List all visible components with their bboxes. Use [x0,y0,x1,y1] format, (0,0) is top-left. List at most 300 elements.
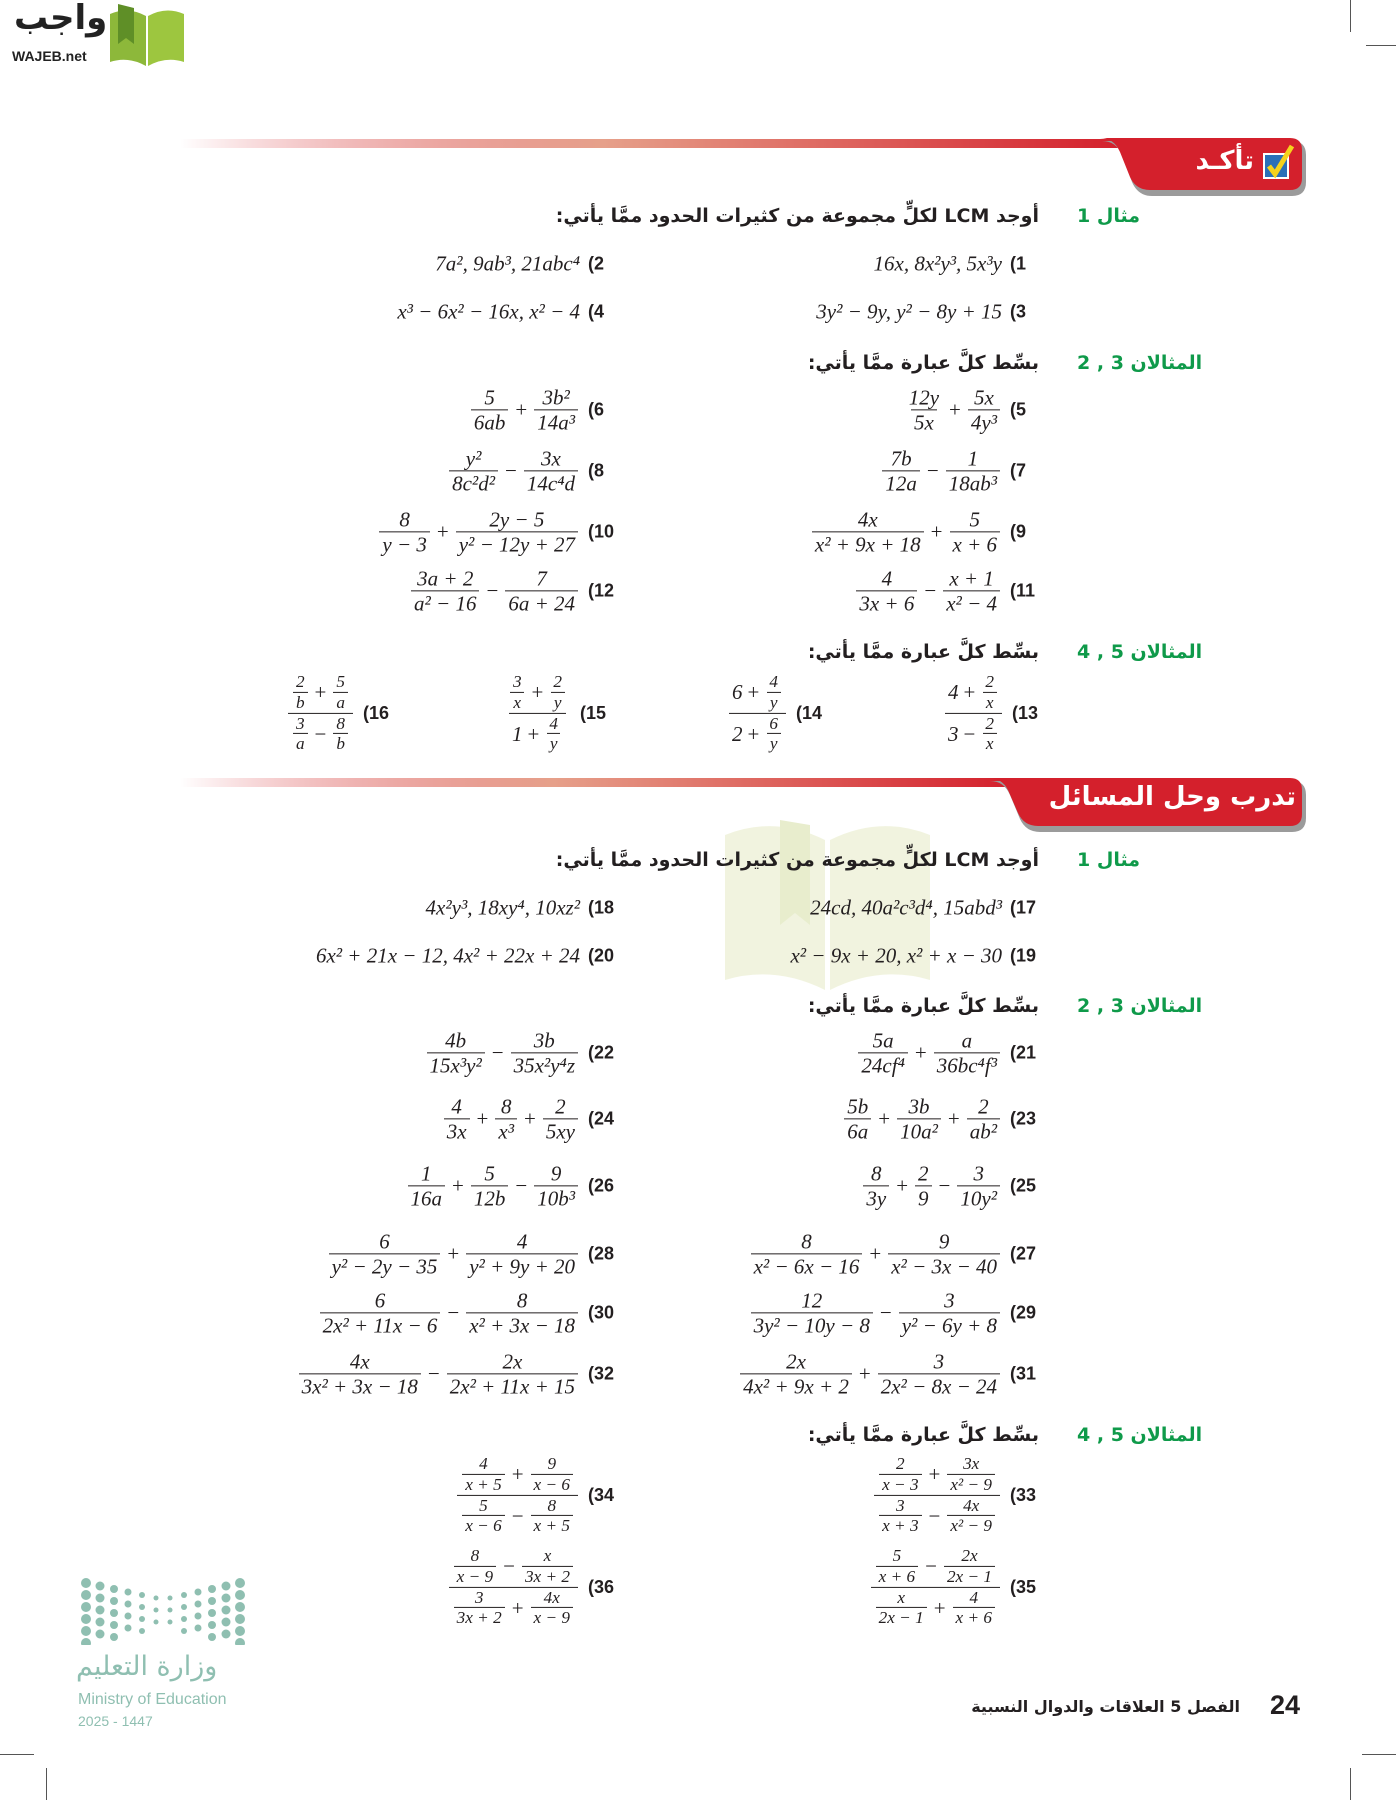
fraction [531,1588,573,1629]
numerator [531,1028,558,1052]
math-term: 4 [451,1094,462,1119]
denominator [551,692,565,713]
math-term: 35x²y⁴z [513,1053,575,1078]
denominator [408,1186,446,1211]
ministry-dot [235,1602,245,1612]
math-term: y² − 6y + 8 [901,1313,997,1338]
ministry-dot [154,1596,159,1601]
problem-2 [435,252,620,277]
math-expression [447,446,580,495]
math-term: 10a² [900,1119,938,1144]
operator: − [314,721,327,746]
ministry-dot [154,1608,159,1613]
denominator [888,1254,1000,1279]
math-term: x + 5 [533,1516,570,1536]
numerator [967,507,984,531]
operator: + [949,397,961,422]
math-term: a² − 16 [414,591,477,616]
operator: + [476,1106,489,1131]
numerator [333,672,348,692]
numerator [729,672,786,713]
problem-number: (35 [1010,1576,1037,1597]
ministry-dot [110,1585,118,1593]
problem-20 [316,944,620,969]
numerator [552,1094,569,1118]
denominator [329,1254,441,1279]
math-term: 4x² + 9x + 2 [743,1374,849,1399]
numerator [871,1546,1000,1587]
problem-22 [425,1028,621,1077]
problem-23 [842,1094,1042,1143]
fraction [945,672,1002,754]
math-term: x² − 9 [950,1474,992,1494]
math-term: x² − 6x − 16 [753,1254,860,1279]
fraction [879,1454,921,1495]
math-term: 5 [969,507,980,532]
denominator [876,1607,927,1628]
math-expression [318,1288,580,1337]
numerator [449,1546,578,1587]
math-expression [738,1349,1002,1398]
problem-number: (25 [1010,1175,1037,1196]
math-term: 2 [732,721,743,746]
math-term: 4x [349,1349,370,1374]
denominator [858,1053,907,1078]
numerator [372,1288,389,1312]
math-term: 3y [866,1186,887,1211]
numerator [946,566,997,590]
practice-banner [0,0,1396,840]
problem-number: (4 [588,301,605,322]
operator: − [879,1300,892,1325]
math-expression [469,385,580,434]
denominator [454,1607,505,1628]
numerator [888,446,915,470]
numerator [476,1454,491,1474]
fraction [982,672,997,713]
problem-number: (34 [588,1484,615,1505]
denominator [871,1587,1000,1629]
fraction [444,1094,470,1143]
ministry-dot [222,1618,231,1627]
denominator [505,591,578,616]
numerator [960,1496,982,1516]
numerator [544,1496,559,1516]
operator: − [515,1173,528,1198]
ministry-dot [81,1638,91,1645]
math-term: y² − 2y − 35 [331,1254,438,1279]
problem-number: (32 [588,1363,615,1384]
numerator [418,1161,435,1185]
math-term: 3 [944,1288,955,1313]
fraction [876,1546,918,1587]
ministry-dot [139,1592,145,1598]
problem-number: (3 [1010,301,1027,322]
numerator [457,1454,578,1495]
numerator [499,1349,525,1373]
math-term: x² − 4 [946,591,997,616]
math-expression [435,252,580,277]
ministry-dot [195,1589,202,1596]
math-term: 5a [872,1028,894,1053]
problem-10 [377,507,620,556]
numerator [766,672,781,692]
fraction [471,385,509,434]
math-term: 3 [973,1161,984,1186]
instruction-text: أوجد LCM لكلٍّ مجموعة من كثيرات الحدود ممَّا يأتي: [555,205,1039,227]
numerator [293,672,308,692]
math-term: 3 [896,1495,905,1515]
denominator [812,532,924,557]
math-term: 2x − 1 [946,1566,992,1586]
ministry-dot [222,1582,231,1591]
denominator [968,410,1000,435]
operator: − [925,1554,937,1579]
numerator [970,1161,987,1185]
denominator [466,1313,578,1338]
fraction [456,507,578,556]
math-term: y [553,692,562,712]
math-term: 14a³ [537,410,575,435]
problem-number: (24 [588,1108,615,1129]
crop-mark [1350,1768,1351,1800]
denominator [333,733,348,754]
denominator [462,1474,504,1495]
denominator [293,733,308,754]
problem-number: (8 [588,460,605,481]
math-term: y [769,734,778,754]
math-term: x [897,1587,905,1607]
math-term: 3x + 2 [456,1608,502,1628]
math-term: 8 [516,1288,528,1313]
ministry-dot [110,1621,118,1629]
math-term: 4 [769,671,778,691]
math-expression [426,896,580,921]
numerator [893,1496,908,1516]
math-term: 2x [502,1349,523,1374]
problem-number: (7 [1010,460,1027,481]
math-term: 8 [470,1545,480,1565]
math-term: 4x [963,1495,980,1515]
fraction [505,672,570,754]
denominator [983,692,997,713]
math-term: 9 [938,1229,950,1254]
fraction [876,1588,927,1629]
math-term: 18ab³ [948,471,997,496]
numerator [844,1094,871,1118]
fraction [878,1349,1000,1398]
fraction [522,1546,573,1587]
operator: + [869,1241,882,1266]
ministry-dot [208,1621,216,1629]
math-term: 4 [479,1453,488,1473]
math-term: x [985,692,994,712]
denominator [876,1566,918,1587]
math-term: 10y² [960,1186,997,1211]
problem-31 [738,1349,1042,1398]
numerator [498,1094,515,1118]
operator: + [963,680,976,705]
problem-number: (26 [588,1175,615,1196]
math-term: 9 [547,1453,557,1473]
math-term: x² − 3x − 40 [891,1254,997,1279]
numerator [414,566,476,590]
math-term: 4 [948,680,959,705]
denominator [427,1053,485,1078]
math-term: 5x [913,410,934,435]
problem-6 [469,385,620,434]
math-term: 4 [549,713,558,733]
denominator [462,1515,504,1536]
problem-34 [455,1454,620,1536]
fraction [906,385,942,434]
numerator [982,672,997,692]
numerator [347,1349,373,1373]
ministry-arabic: وزارة التعليم [76,1651,218,1682]
numerator [890,1546,905,1566]
denominator [547,733,561,754]
math-expression [297,1349,580,1398]
math-term: x − 6 [533,1474,570,1494]
problem-number: (5 [1010,399,1027,420]
site-logo-arabic: واجب [14,0,108,38]
operator: + [930,519,943,544]
numerator [905,1094,932,1118]
operator: + [511,1595,524,1620]
math-expression [727,672,788,754]
math-term: 2x [961,1545,978,1565]
math-expression [316,944,580,969]
math-term: a [295,734,305,754]
numerator [960,1454,982,1474]
math-term: 2x [786,1349,806,1374]
numerator [971,385,997,409]
operator: − [486,578,499,603]
fraction [546,714,561,755]
math-term: 5b [847,1094,869,1119]
math-term: 3x + 6 [859,591,915,616]
math-term: 3 [948,721,959,746]
math-term: x − 3 [882,1474,919,1494]
problem-15 [503,672,612,754]
math-expression [406,1161,580,1210]
fraction [967,1094,1000,1143]
math-term: 6a [847,1119,869,1144]
math-term: y² − 12y + 27 [458,532,575,557]
operator: + [447,1241,460,1266]
numerator [548,1161,565,1185]
example-reference: مثال 1 [1077,205,1140,227]
page-number: 24 [1269,1690,1300,1720]
denominator [934,1053,1000,1078]
operator: + [878,1106,891,1131]
fraction [858,1028,907,1077]
ministry-dot [195,1625,202,1632]
math-expression [409,566,580,615]
numerator [539,385,572,409]
ministry-dot [168,1608,173,1613]
math-term: 36bc⁴f³ [936,1053,997,1078]
numerator [879,566,896,590]
math-term: 3 [512,671,522,691]
math-expression [904,385,1002,434]
denominator [950,532,1001,557]
math-term: 1 [967,446,979,471]
math-term: 12y [908,385,940,410]
denominator [915,1186,932,1211]
math-expression [442,1094,580,1143]
math-term: 6 [769,713,778,733]
math-term: 2 [896,1453,905,1473]
math-term: 8 [399,507,410,532]
math-term: 4b [445,1028,467,1053]
example-reference: المثالان 5 , 4 [1077,1424,1203,1446]
math-term: 3x [541,446,561,471]
ministry-dot [125,1601,132,1608]
numerator [538,446,564,470]
problem-number: (12 [588,580,615,601]
denominator [495,1119,517,1144]
denominator [767,733,781,754]
ministry-dot [222,1630,231,1639]
numerator [941,1288,958,1312]
instruction-text: أوجد LCM لكلٍّ مجموعة من كثيرات الحدود ممَّا يأتي: [555,849,1039,871]
operator: + [747,680,760,705]
math-expression [816,300,1002,325]
fraction [844,1094,871,1143]
ministry-dot [139,1604,145,1610]
ministry-dot [208,1585,216,1593]
denominator [943,591,1000,616]
fraction [946,446,1000,495]
numerator [975,1094,992,1118]
math-expression [447,1546,580,1628]
fraction [333,672,348,713]
problem-9 [810,507,1042,556]
numerator [936,1229,953,1253]
numerator [931,1349,948,1373]
math-term: 8 [801,1229,812,1254]
numerator [376,1229,393,1253]
fraction [543,1094,578,1143]
math-term: 24cd, 40a²c³d⁴, 15abd³ [810,895,1002,920]
ministry-dots-icon [78,1575,248,1645]
fraction [915,1161,932,1210]
denominator [863,1186,889,1211]
problem-25 [861,1161,1042,1210]
fraction [329,1229,441,1278]
math-term: 5 [479,1495,488,1515]
fraction [293,714,308,755]
math-term: 15x³y² [429,1053,482,1078]
operator: − [503,1554,515,1579]
problem-13 [943,672,1044,754]
ministry-dot [139,1628,145,1634]
math-term: 4 [969,1587,979,1607]
math-term: x² + 3x − 18 [469,1313,575,1338]
numerator [514,1288,531,1312]
math-expression [286,672,355,754]
problem-24 [442,1094,620,1143]
fraction [874,1454,1000,1536]
problem-number: (33 [1010,1484,1037,1505]
ministry-dot [81,1602,91,1612]
denominator [897,1119,941,1144]
ministry-year: 2025 - 1447 [78,1713,153,1729]
math-term: x² − 9x + 20, x² + x − 30 [790,943,1002,968]
problem-number: (14 [796,702,823,723]
ministry-dot [208,1597,216,1605]
math-term: 8 [336,713,345,733]
math-term: 6 [374,1288,386,1313]
numerator [533,566,550,590]
operator: − [928,1503,941,1528]
denominator [740,1374,852,1399]
math-term: 12a [885,471,917,496]
problem-3 [816,300,1042,325]
numerator [783,1349,809,1373]
math-term: x² − 9 [950,1516,992,1536]
math-term: x + 6 [878,1566,916,1586]
math-term: 3y² − 10y − 8 [753,1313,870,1338]
math-term: 6a + 24 [508,591,575,616]
fraction [379,507,430,556]
problem-21 [856,1028,1042,1077]
ministry-dot [81,1578,91,1588]
fraction [751,1229,863,1278]
problem-18 [426,896,620,921]
math-term: x + 1 [949,566,994,591]
math-expression [503,672,572,754]
math-term: 6ab [473,410,506,435]
denominator [767,692,781,713]
denominator [947,1474,995,1495]
ministry-dot [125,1589,132,1596]
math-term: 1 [511,721,523,746]
denominator [751,1254,863,1279]
operator: − [963,721,976,746]
math-term: 2x² + 11x − 6 [322,1313,438,1338]
ministry-dot [96,1594,105,1603]
ministry-dot [96,1630,105,1639]
denominator [447,1374,578,1399]
fraction [882,446,920,495]
numerator [396,507,413,531]
numerator [982,714,997,734]
fraction [495,1094,517,1143]
operator: + [436,519,449,544]
denominator [288,713,353,755]
fraction [944,1546,995,1587]
problem-1 [874,252,1043,277]
ministry-english: Ministry of Education [78,1691,227,1708]
problem-number: (6 [588,399,605,420]
math-term: 4 [516,1229,528,1254]
numerator [505,672,570,713]
math-term: 1 [421,1161,432,1186]
operator: − [511,1503,524,1528]
math-term: 3 [933,1349,945,1374]
problem-number: (15 [580,702,607,723]
math-term: 5 [336,671,345,691]
fraction [447,1349,578,1398]
math-expression [327,1229,580,1278]
fraction [531,1496,573,1537]
problem-number: (10 [588,521,615,542]
ministry-dot [222,1606,231,1615]
math-term: y [769,692,778,712]
numerator [959,1028,976,1052]
